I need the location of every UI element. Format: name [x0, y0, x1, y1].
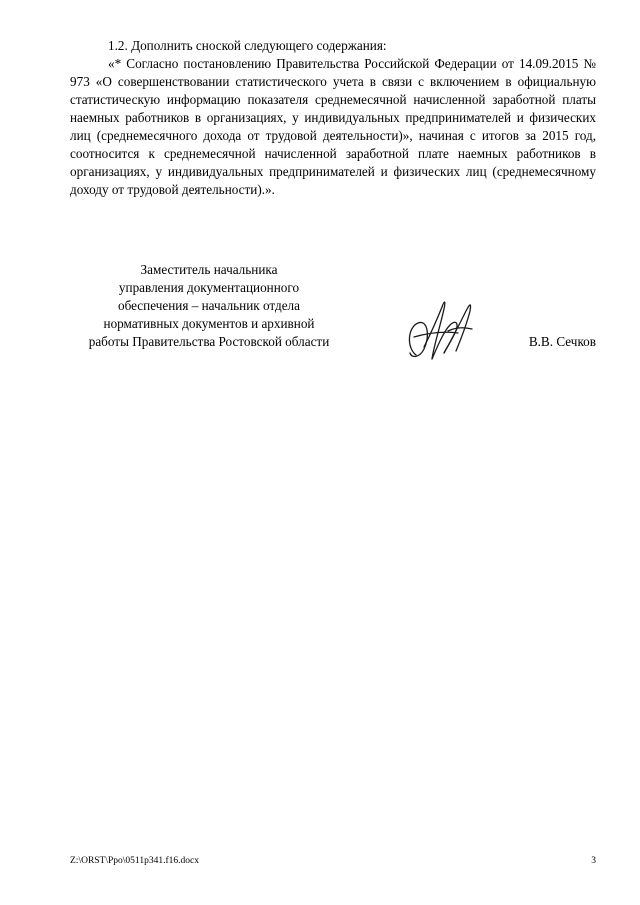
file-path: Z:\ORST\Ppo\0511p341.f16.docx — [70, 856, 199, 866]
signature-block — [70, 261, 596, 401]
paragraph-footnote-text: «* Согласно постановлению Правительства Российской Федерации от 14.09.2015 № 973 «О совершенствовании статистического учета в связи с включением в официальную статистическую информацию показателя среднемесячной начисленной заработной платы наемных работников в организациях, у индивидуальных предпринимателей и физических лиц (среднемесячного дохода от трудовой деятельности)», начиная с итогов за 2015 год, соотносится к среднемесячной начисленной заработной плате наемных работников в организациях, у индивидуальных предпринимателей и физических лиц (среднемесячному доходу от трудовой деятельности).». — [70, 56, 596, 197]
signatory-title — [70, 261, 348, 351]
signatory-title-line: нормативных документов и архивной — [103, 316, 315, 331]
signatory-title-line: Заместитель начальника — [140, 262, 278, 277]
signatory-title-line: работы Правительства Ростовской области — [88, 334, 330, 349]
signatory-title-line: управления документационного — [118, 280, 300, 295]
document-body — [70, 37, 596, 199]
signatory-name: В.В. Сечков — [528, 334, 596, 349]
paragraph-amendment: 1.2. Дополнить сноской следующего содержания: — [108, 38, 387, 53]
signatory-title-line: обеспечения – начальник отдела — [117, 298, 300, 313]
page-number: 3 — [591, 856, 596, 866]
handwritten-signature — [398, 287, 484, 373]
